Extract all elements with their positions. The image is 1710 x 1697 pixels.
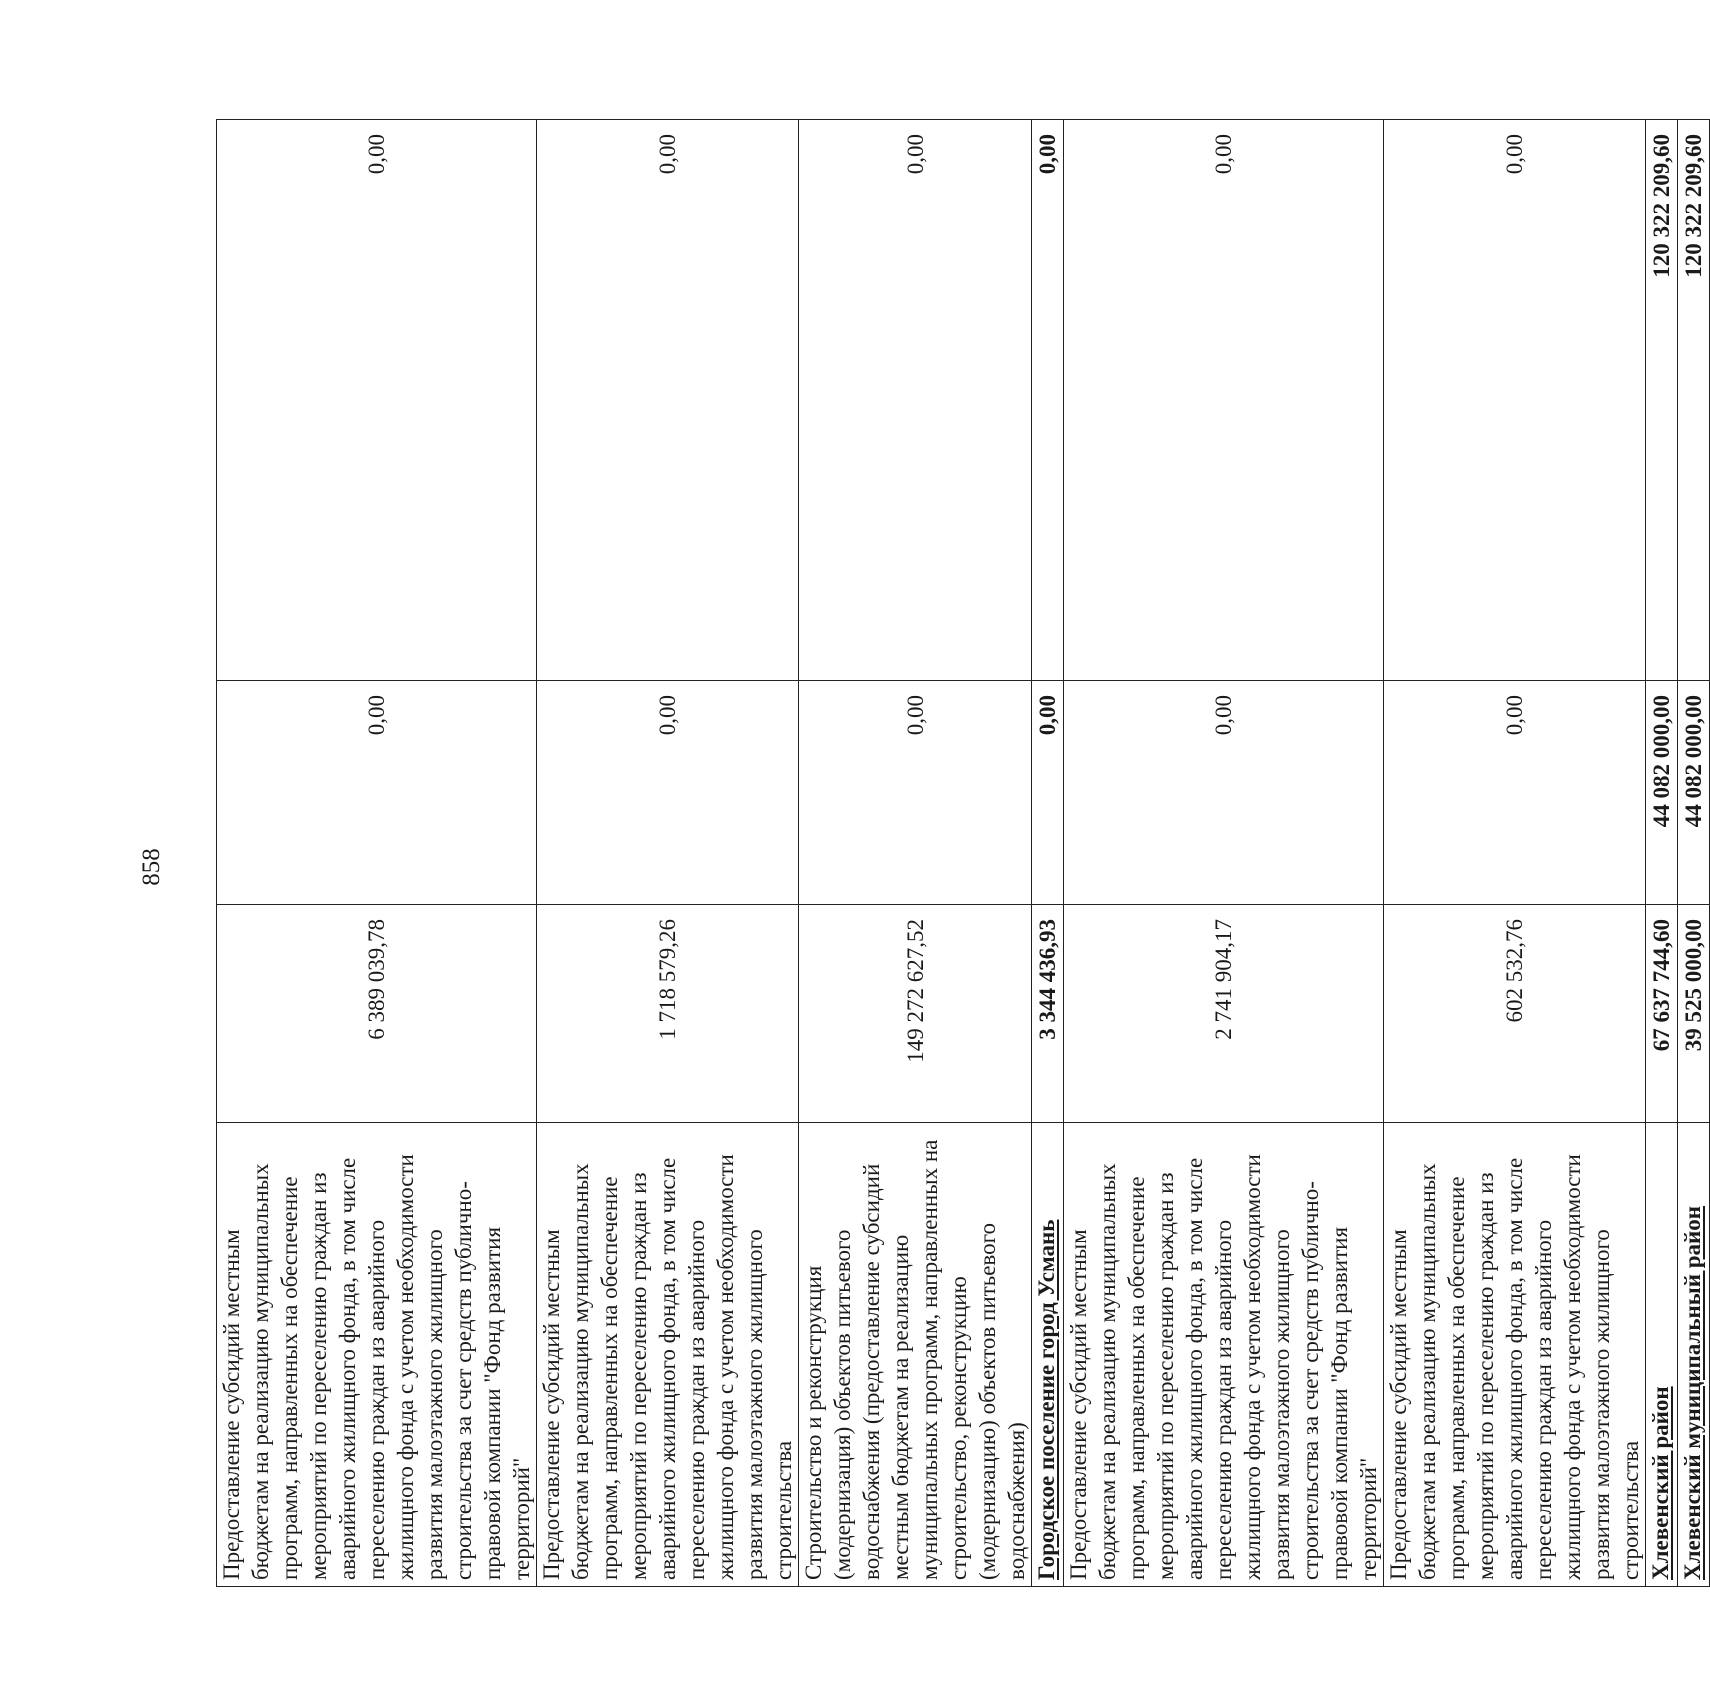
amount-cell-1: 149 272 627,52: [799, 905, 1032, 1123]
amount-cell-1: 67 637 744,60: [1646, 905, 1678, 1123]
table-row: [1384, 120, 1646, 1587]
amount-cell-3: 0,00: [1384, 120, 1646, 681]
amount-cell-1: 6 389 039,78: [217, 905, 537, 1123]
row-name: Городское поселение город Усмань: [1032, 1123, 1064, 1587]
amount-cell-1: 2 741 904,17: [1064, 905, 1384, 1123]
amount-cell-3: 0,00: [217, 120, 537, 681]
table-row: [537, 120, 799, 1587]
table-row: [217, 120, 537, 1587]
amount-cell-3: 0,00: [1064, 120, 1384, 681]
page-number: 858: [138, 848, 165, 886]
amount-cell-1: 1 718 579,26: [537, 905, 799, 1123]
table-row-total: [1646, 120, 1678, 1587]
amount-cell-2: 0,00: [1384, 681, 1646, 905]
amount-cell-2: 0,00: [1032, 681, 1064, 905]
amount-cell-1: 39 525 000,00: [1678, 905, 1710, 1123]
amount-cell-2: 0,00: [799, 681, 1032, 905]
amount-cell-3: 0,00: [1032, 120, 1064, 681]
row-name: Предоставление субсидий местным бюджетам на реализацию муниципальных программ, направленных на обеспечение мероприятий по переселению граждан из аварийного жилищного фонда, в том числе переселению граждан из аварийного жилищного фонда с учетом необходимости развития малоэтажного жилищного строительства за счет средств публично-правовой компании "Фонд развития территорий": [1064, 1123, 1384, 1587]
row-name: Предоставление субсидий местным бюджетам на реализацию муниципальных программ, направленных на обеспечение мероприятий по переселению граждан из аварийного жилищного фонда, в том числе переселению граждан из аварийного жилищного фонда с учетом необходимости развития малоэтажного жилищного строительства за счет средств публично-правовой компании "Фонд развития территорий": [217, 1123, 537, 1587]
rotated-page-content: [118, 120, 1706, 1587]
row-name: Хлевенский муниципальный район: [1678, 1123, 1710, 1587]
table-row-subtotal: [1032, 120, 1064, 1587]
table-row: [799, 120, 1032, 1587]
amount-cell-2: 44 082 000,00: [1678, 681, 1710, 905]
table-row: [1064, 120, 1384, 1587]
row-name: Предоставление субсидий местным бюджетам на реализацию муниципальных программ, направленных на обеспечение мероприятий по переселению граждан из аварийного жилищного фонда, в том числе переселению граждан из аварийного жилищного фонда с учетом необходимости развития малоэтажного жилищного строительства: [537, 1123, 799, 1587]
budget-table: [216, 119, 1710, 1587]
amount-cell-3: 0,00: [537, 120, 799, 681]
amount-cell-2: 0,00: [537, 681, 799, 905]
amount-cell-2: 0,00: [217, 681, 537, 905]
amount-cell-3: 0,00: [799, 120, 1032, 681]
amount-cell-3: 120 322 209,60: [1678, 120, 1710, 681]
amount-cell-1: 3 344 436,93: [1032, 905, 1064, 1123]
table-row-total: [1678, 120, 1710, 1587]
row-name: Хлевенский район: [1646, 1123, 1678, 1587]
amount-cell-2: 44 082 000,00: [1646, 681, 1678, 905]
row-name: Предоставление субсидий местным бюджетам на реализацию муниципальных программ, направленных на обеспечение мероприятий по переселению граждан из аварийного жилищного фонда, в том числе переселению граждан из аварийного жилищного фонда с учетом необходимости развития малоэтажного жилищного строительства: [1384, 1123, 1646, 1587]
amount-cell-1: 602 532,76: [1384, 905, 1646, 1123]
amount-cell-3: 120 322 209,60: [1646, 120, 1678, 681]
row-name: Строительство и реконструкция (модернизация) объектов питьевого водоснабжения (предоставление субсидий местным бюджетам на реализацию муниципальных программ, направленных на строительство, реконструкцию (модернизацию) объектов питьевого водоснабжения): [799, 1123, 1032, 1587]
amount-cell-2: 0,00: [1064, 681, 1384, 905]
